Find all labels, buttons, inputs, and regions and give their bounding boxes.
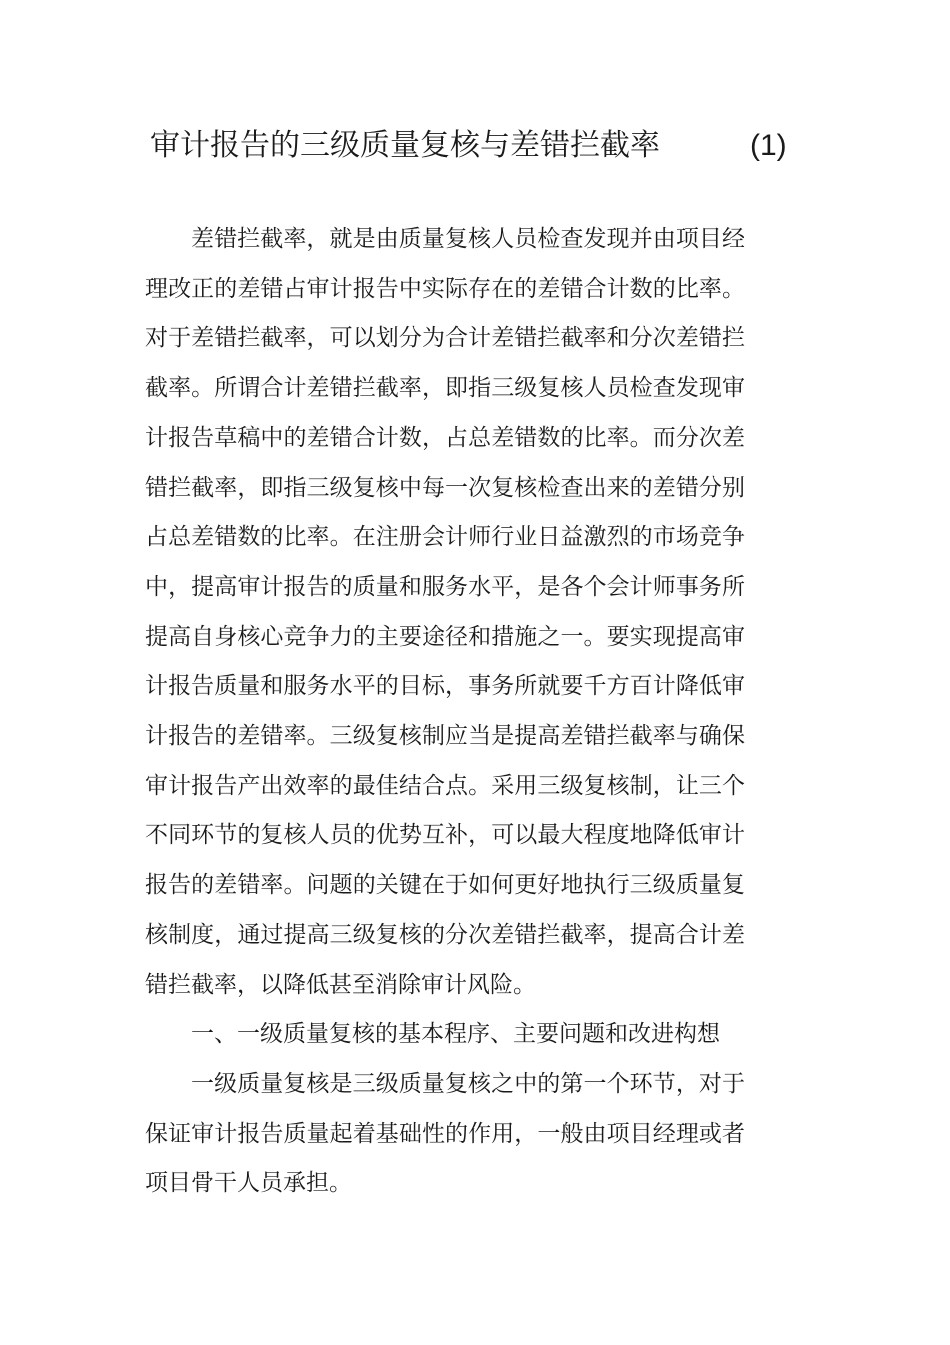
title-suffix: (1) [750, 129, 787, 162]
section-heading: 一、一级质量复核的基本程序、主要问题和改进构想 [191, 1021, 720, 1048]
paragraph-intro: 差错拦截率，就是由质量复核人员检查发现并由项目经理改正的差错占审计报告中实际存在的差错合计数的比率。对于差错拦截率，可以划分为合计差错拦截率和分次差错拦截率。所谓合计差错拦截率，即指三级复核人员检查发现审计报告草稿中的差错合计数，占总差错数的比率。而分次差错拦截率，即指三级复核中每一次复核检查出来的差错分别占总差错数的比率。在注册会计师行业日益激烈的市场竞争中，提高审计报告的质量和服务水平，是各个会计师事务所提高自身核心竞争力的主要途径和措施之一。要实现提高审计报告质量和服务水平的目标，事务所就要千方百计降低审计报告的差错率。三级复核制应当是提高差错拦截率与确保审计报告产出效率的最佳结合点。采用三级复核制，让三个不同环节的复核人员的优势互补，可以最大程度地降低审计报告的差错率。问题的关键在于如何更好地执行三级质量复核制度，通过提高三级复核的分次差错拦截率，提高合计差错拦截率，以降低甚至消除审计风险。 [145, 226, 745, 998]
document-body [145, 215, 745, 1209]
paragraph-section-1: 一级质量复核是三级质量复核之中的第一个环节，对于保证审计报告质量起着基础性的作用，一般由项目经理或者项目骨干人员承担。 [145, 1070, 745, 1197]
document-title [150, 118, 810, 174]
title-text: 审计报告的三级质量复核与差错拦截率 [150, 128, 660, 163]
